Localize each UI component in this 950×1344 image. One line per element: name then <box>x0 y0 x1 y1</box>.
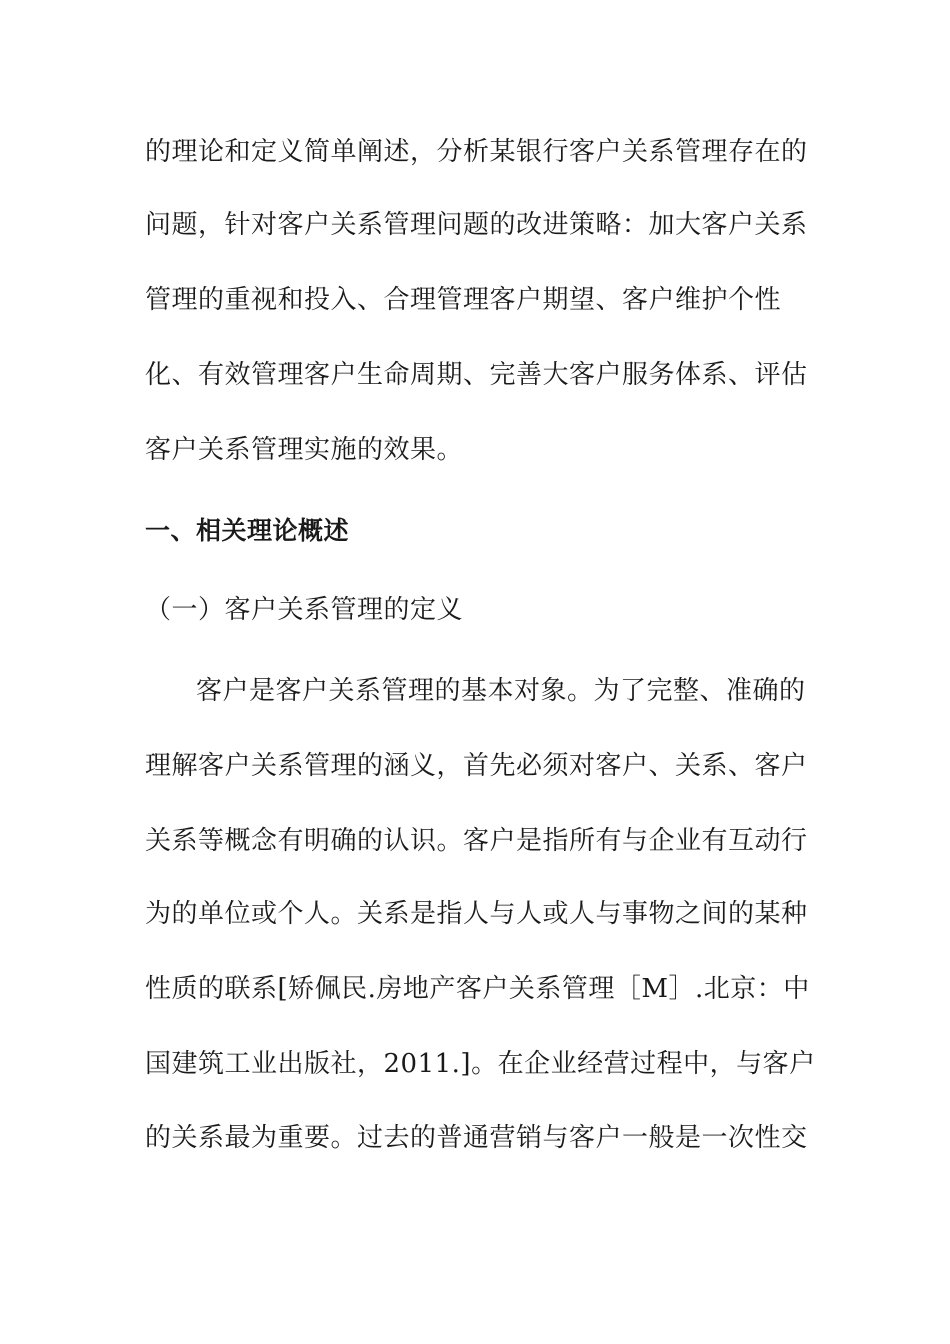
paragraph-line: 的理论和定义简单阐述，分析某银行客户关系管理存在的 <box>145 137 808 167</box>
paragraph-line: 理解客户关系管理的涵义，首先必须对客户、关系、客户 <box>145 751 808 781</box>
paragraph-line: 管理的重视和投入、合理管理客户期望、客户维护个性 <box>145 285 782 315</box>
paragraph-line: 国建筑工业出版社，2011.]。在企业经营过程中，与客户 <box>145 1049 816 1079</box>
subsection-heading: （一）客户关系管理的定义 <box>145 595 464 625</box>
paragraph-line: 客户关系管理实施的效果。 <box>145 435 464 465</box>
paragraph-line: 为的单位或个人。关系是指人与人或人与事物之间的某种 <box>145 899 808 929</box>
paragraph-line: 问题，针对客户关系管理问题的改进策略：加大客户关系 <box>145 210 808 240</box>
paragraph-line: 的关系最为重要。过去的普通营销与客户一般是一次性交 <box>145 1123 808 1153</box>
paragraph-line: 化、有效管理客户生命周期、完善大客户服务体系、评估 <box>145 360 808 390</box>
section-heading: 一、相关理论概述 <box>145 516 350 545</box>
paragraph-line: 关系等概念有明确的认识。客户是指所有与企业有互动行 <box>145 826 808 856</box>
paragraph-line: 性质的联系[矫佩民.房地产客户关系管理［M］.北京：中 <box>145 974 810 1004</box>
paragraph-line: 客户是客户关系管理的基本对象。为了完整、准确的 <box>196 676 806 706</box>
